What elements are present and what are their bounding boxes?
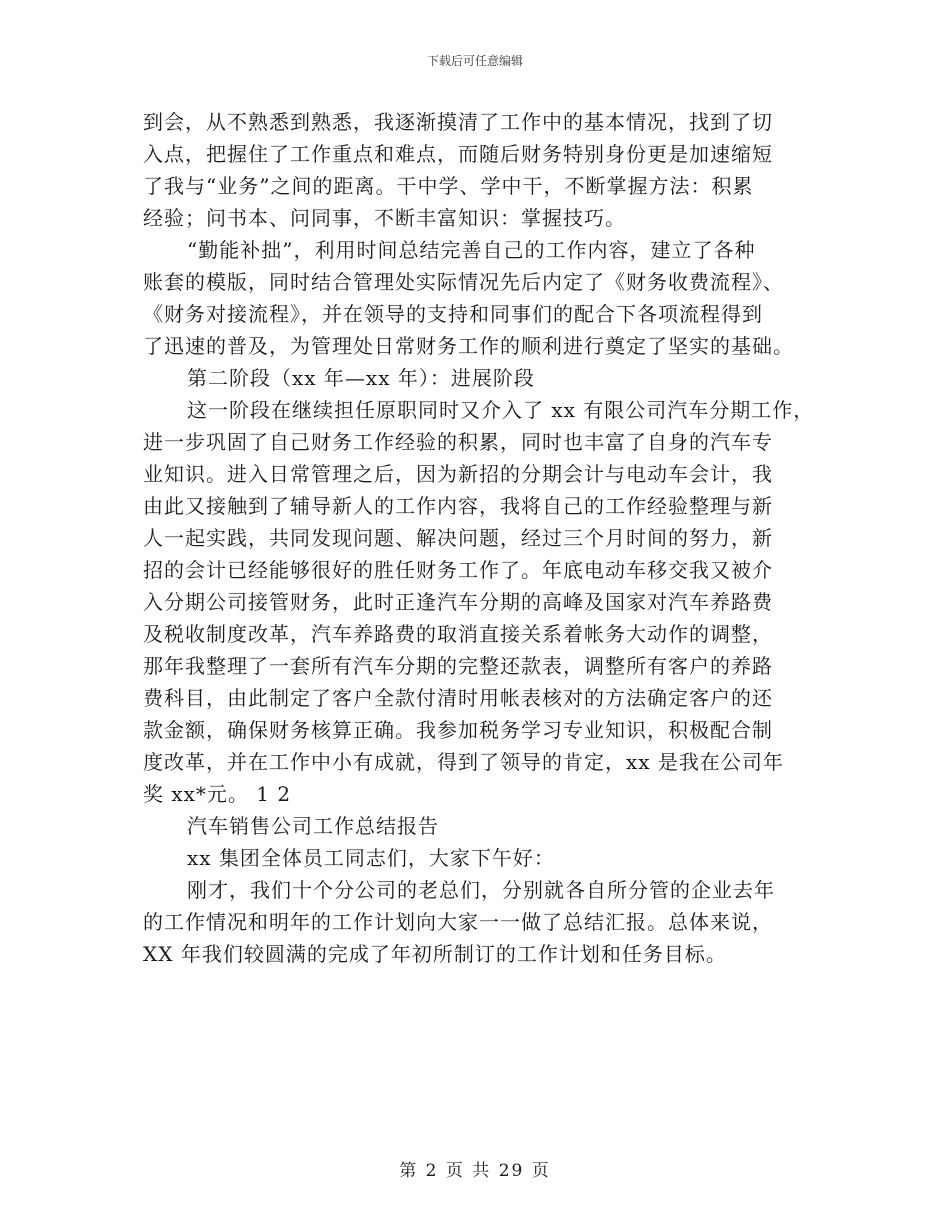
text-line: 第二阶段（xx 年—xx 年）：进展阶段 <box>187 366 535 390</box>
text-line: 进一步巩固了自己财务工作经验的积累，同时也丰富了自身的汽车专 <box>143 430 773 454</box>
text-line: 由此又接触到了辅导新人的工作内容，我将自己的工作经验整理与新 <box>143 494 773 518</box>
text-line: 那年我整理了一套所有汽车分期的完整还款表，调整所有客户的养路 <box>143 654 773 678</box>
text-line: 账套的模版，同时结合管理处实际情况先后内定了《财务收费流程》、 <box>143 270 784 294</box>
text-line: 招的会计已经能够很好的胜任财务工作了。年底电动车移交我又被介 <box>143 558 773 582</box>
text-line: 费科目，由此制定了客户全款付清时用帐表核对的方法确定客户的还 <box>143 686 773 710</box>
text-line: XX 年我们较圆满的完成了年初所制订的工作计划和任务目标。 <box>143 942 727 966</box>
text-line: 的工作情况和明年的工作计划向大家一一做了总结汇报。总体来说， <box>143 910 773 934</box>
text-line: 款金额，确保财务核算正确。我参加税务学习专业知识，积极配合制 <box>143 718 773 742</box>
page-header: 下载后可任意编辑 <box>426 54 523 68</box>
text-line: 《财务对接流程》，并在领导的支持和同事们的配合下各项流程得到 <box>143 302 763 326</box>
text-line: 度改革，并在工作中小有成就，得到了领导的肯定，xx 是我在公司年 <box>143 750 784 774</box>
text-line: 了迅速的普及，为管理处日常财务工作的顺利进行奠定了坚实的基础。 <box>143 334 794 358</box>
text-line: 这一阶段在继续担任原职同时又介入了 xx 有限公司汽车分期工作， <box>187 398 815 422</box>
text-line: 刚才，我们十个分公司的老总们，分别就各自所分管的企业去年 <box>187 878 775 902</box>
text-line: 汽车销售公司工作总结报告 <box>187 814 439 838</box>
text-line: 入分期公司接管财务，此时正逢汽车分期的高峰及国家对汽车养路费 <box>143 590 773 614</box>
page-number-footer: 第 2 页 共 29 页 <box>399 1161 551 1181</box>
text-line: 到会，从不熟悉到熟悉，我逐渐摸清了工作中的基本情况，找到了切 <box>143 110 773 134</box>
text-line: 了我与“业务”之间的距离。干中学、学中干，不断掌握方法：积累 <box>143 174 754 198</box>
text-line: 人一起实践，共同发现问题、解决问题，经过三个月时间的努力，新 <box>143 526 773 550</box>
text-line: 及税收制度改革，汽车养路费的取消直接关系着帐务大动作的调整， <box>143 622 773 646</box>
text-line: 经验；问书本、问同事，不断丰富知识：掌握技巧。 <box>143 206 626 230</box>
text-line: 入点，把握住了工作重点和难点，而随后财务特别身份更是加速缩短 <box>143 142 773 166</box>
text-line: 奖 xx*元。 1 2 <box>143 782 292 806</box>
text-line: 业知识。进入日常管理之后，因为新招的分期会计与电动车会计，我 <box>143 462 773 486</box>
text-line: xx 集团全体员工同志们，大家下午好： <box>187 846 555 870</box>
text-line: “勤能补拙”，利用时间总结完善自己的工作内容，建立了各种 <box>187 238 756 262</box>
document-body <box>143 106 823 970</box>
